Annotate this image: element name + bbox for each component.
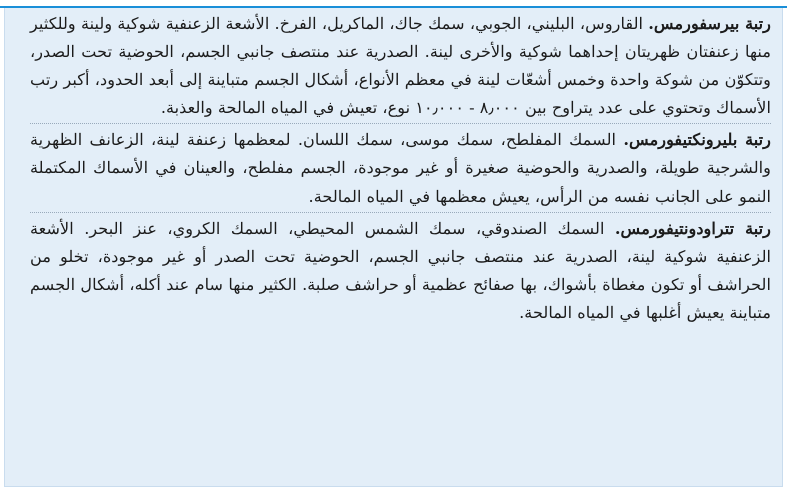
entry-perciformes: [30, 10, 771, 122]
entry-term: رتبة بيرسفورمس.: [648, 14, 771, 33]
entry-divider: [30, 123, 771, 124]
entry-text: القاروس، البليني، الجوبي، سمك جاك، الماكريل، الفرخ. الأشعة الزعنفية شوكية ولينة وللكثير منها زعنفتان ظهريتان إحداهما شوكية والأخرى لينة. الصدرية عند منتصف جانبي الجسم، الحوضية تحت الصدر، وتتكوّن من شوكة واحدة وخمس أشعّات لينة في معظم الأنواع، أشكال الجسم متباينة إلى أبعد الحدود، أكبر رتب الأسماك وتحتوي على عدد يتراوح بين ٨٫٠٠٠ - ١٠٫٠٠٠ نوع، تعيش في المياه المالحة والعذبة.: [30, 14, 771, 118]
entries-list: [30, 10, 771, 327]
entry-term: رتبة بليرونكتيفورمس.: [623, 130, 771, 150]
entry-divider: [30, 212, 771, 213]
entry-text: السمك المفلطح، سمك موسى، سمك اللسان. لمعظمها زعنفة لينة، الزعانف الظهرية والشرجية طويلة، والصدرية والحوضية صغيرة أو غير موجودة، الجسم مفلطح، والعينان في الأسماك المكتملة النمو على الجانب نفسه من الرأس، يعيش معظمها في المياه المالحة.: [30, 130, 771, 206]
entry-term: رتبة تتراودونتيفورمس.: [614, 218, 771, 238]
entry-tetraodontiformes: [30, 215, 771, 327]
entry-text: السمك الصندوقي، سمك الشمس المحيطي، السمك الكروي، عنز البحر. الأشعة الزعنفية شوكية لينة، الصدرية عند منتصف جانبي الجسم، الحوضية تحت الصدر أو غير موجودة، تخلو من الحراشف أو تكون مغطاة بأشواك، بها صفائح عظمية أو حراشف صلبة. الكثير منها سام عند أكله، أشكال الجسم متباينة يعيش أغلبها في المياه المالحة.: [30, 218, 771, 322]
entry-pleuronectiformes: [30, 126, 771, 210]
